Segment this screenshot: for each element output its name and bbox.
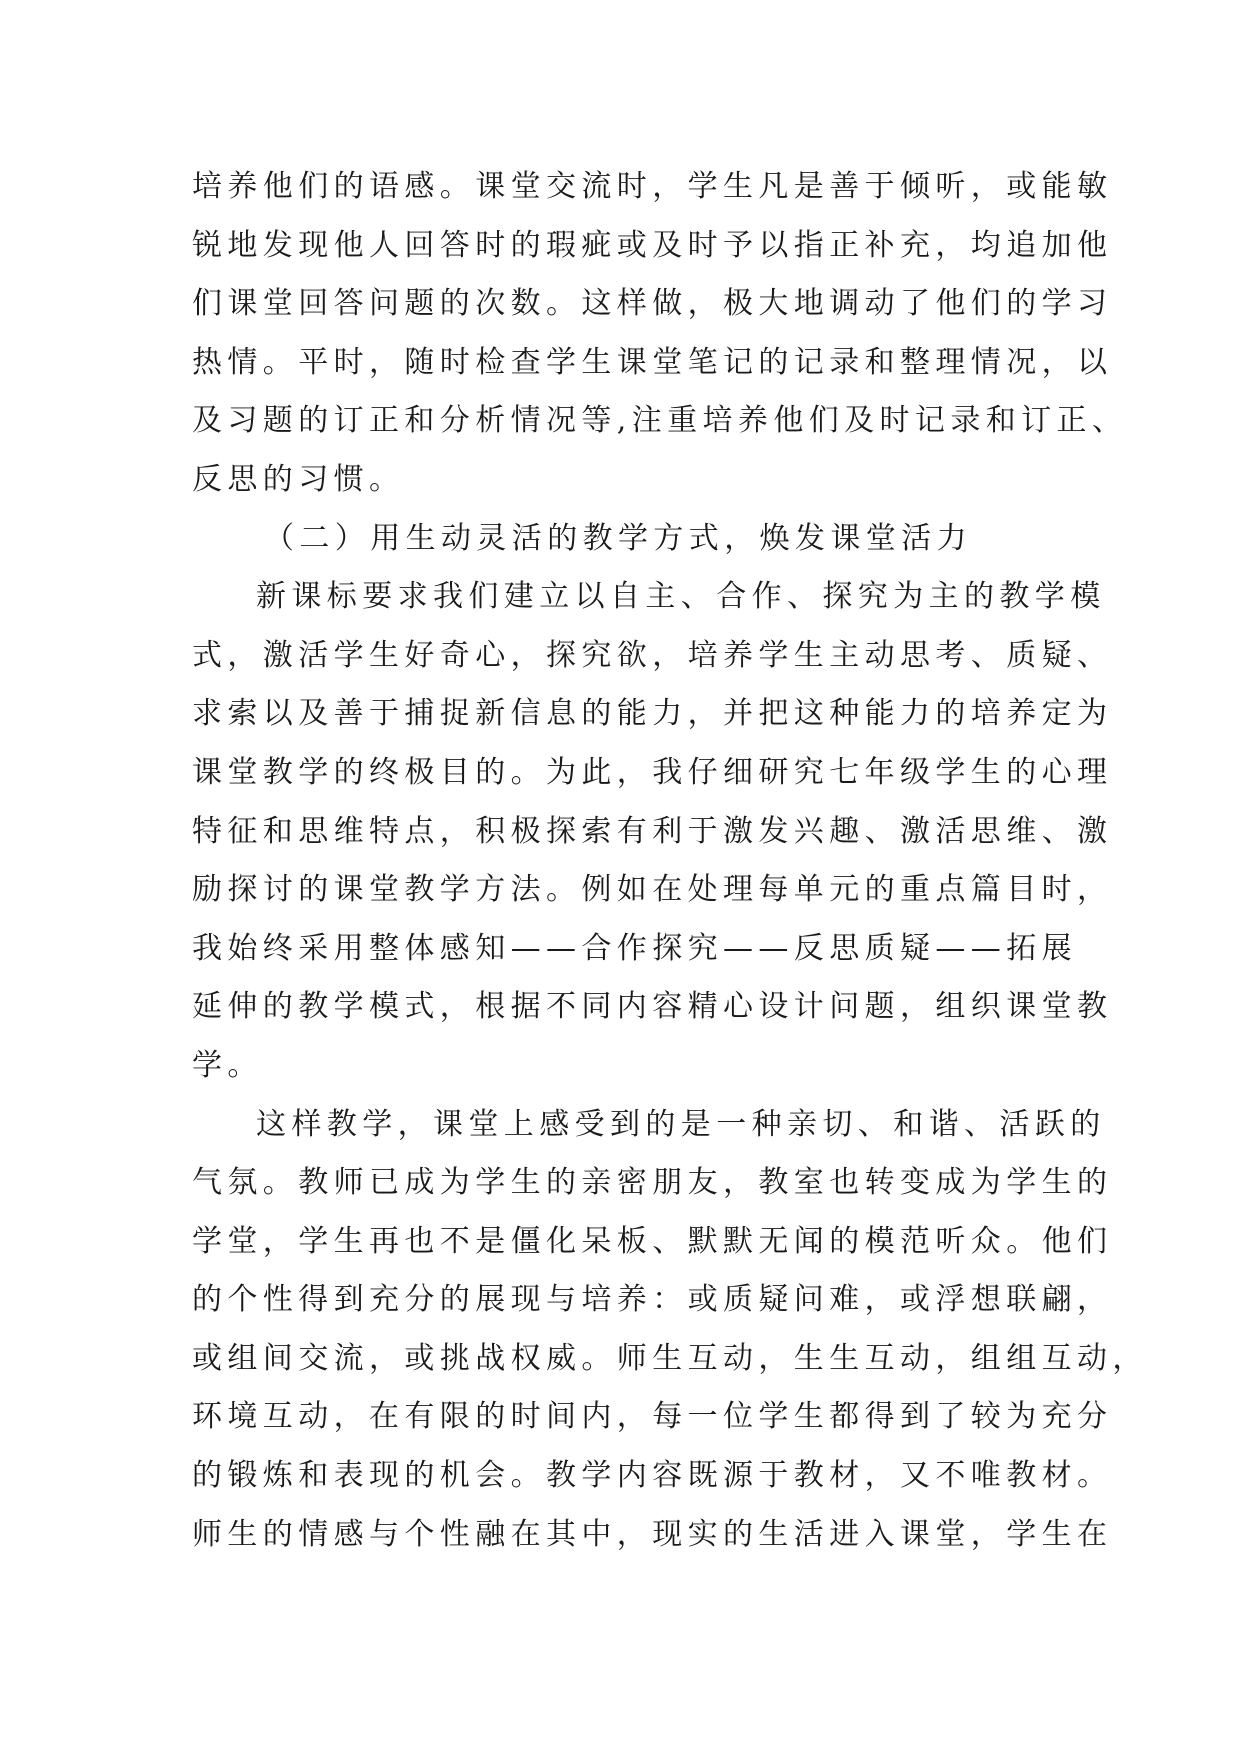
text-line: 们课堂回答问题的次数。这样做，极大地调动了他们的学习 bbox=[192, 286, 1113, 322]
text-line: 这样教学，课堂上感受到的是一种亲切、和谐、活跃的 bbox=[256, 1106, 1106, 1142]
text-line: 培养他们的语感。课堂交流时，学生凡是善于倾听，或能敏 bbox=[192, 169, 1113, 204]
text-line: 的个性得到充分的展现与培养：或质疑问难，或浮想联翩， bbox=[192, 1282, 1113, 1318]
text-line: 气氛。教师已成为学生的亲密朋友，教室也转变成为学生的 bbox=[192, 1165, 1113, 1201]
text-line: 学堂，学生再也不是僵化呆板、默默无闻的模范听众。他们 bbox=[192, 1223, 1113, 1259]
text-line: 求索以及善于捕捉新信息的能力，并把这种能力的培养定为 bbox=[192, 696, 1113, 732]
body-text bbox=[192, 158, 1148, 1564]
text-line: 课堂教学的终极目的。为此，我仔细研究七年级学生的心理 bbox=[192, 754, 1113, 790]
text-line: 的锻炼和表现的机会。教学内容既源于教材，又不唯教材。 bbox=[192, 1458, 1113, 1494]
text-line: 师生的情感与个性融在其中，现实的生活进入课堂，学生在 bbox=[192, 1516, 1113, 1552]
text-line: 反思的习惯。 bbox=[192, 461, 405, 497]
section-heading: （二）用生动灵活的教学方式，焕发课堂活力 bbox=[264, 520, 972, 556]
text-line: 环境互动，在有限的时间内，每一位学生都得到了较为充分 bbox=[192, 1399, 1113, 1435]
text-line: 延伸的教学模式，根据不同内容精心设计问题，组织课堂教 bbox=[192, 989, 1113, 1025]
text-line: 及习题的订正和分析情况等,注重培养他们及时记录和订正、 bbox=[192, 403, 1128, 439]
text-line: 学。 bbox=[192, 1047, 263, 1083]
text-line: 励探讨的课堂教学方法。例如在处理每单元的重点篇目时， bbox=[192, 872, 1113, 908]
text-line: 锐地发现他人回答时的瑕疵或及时予以指正补充，均追加他 bbox=[192, 227, 1113, 263]
text-line: 式，激活学生好奇心，探究欲，培养学生主动思考、质疑、 bbox=[192, 637, 1113, 673]
text-line: 我始终采用整体感知——合作探究——反思质疑——拓展 bbox=[192, 930, 1077, 966]
text-line: 特征和思维特点，积极探索有利于激发兴趣、激活思维、激 bbox=[192, 813, 1113, 849]
text-line: 或组间交流，或挑战权威。师生互动，生生互动，组组互动， bbox=[192, 1340, 1148, 1376]
text-line: 热情。平时，随时检查学生课堂笔记的记录和整理情况，以 bbox=[192, 344, 1113, 380]
text-line: 新课标要求我们建立以自主、合作、探究为主的教学模 bbox=[256, 579, 1106, 615]
